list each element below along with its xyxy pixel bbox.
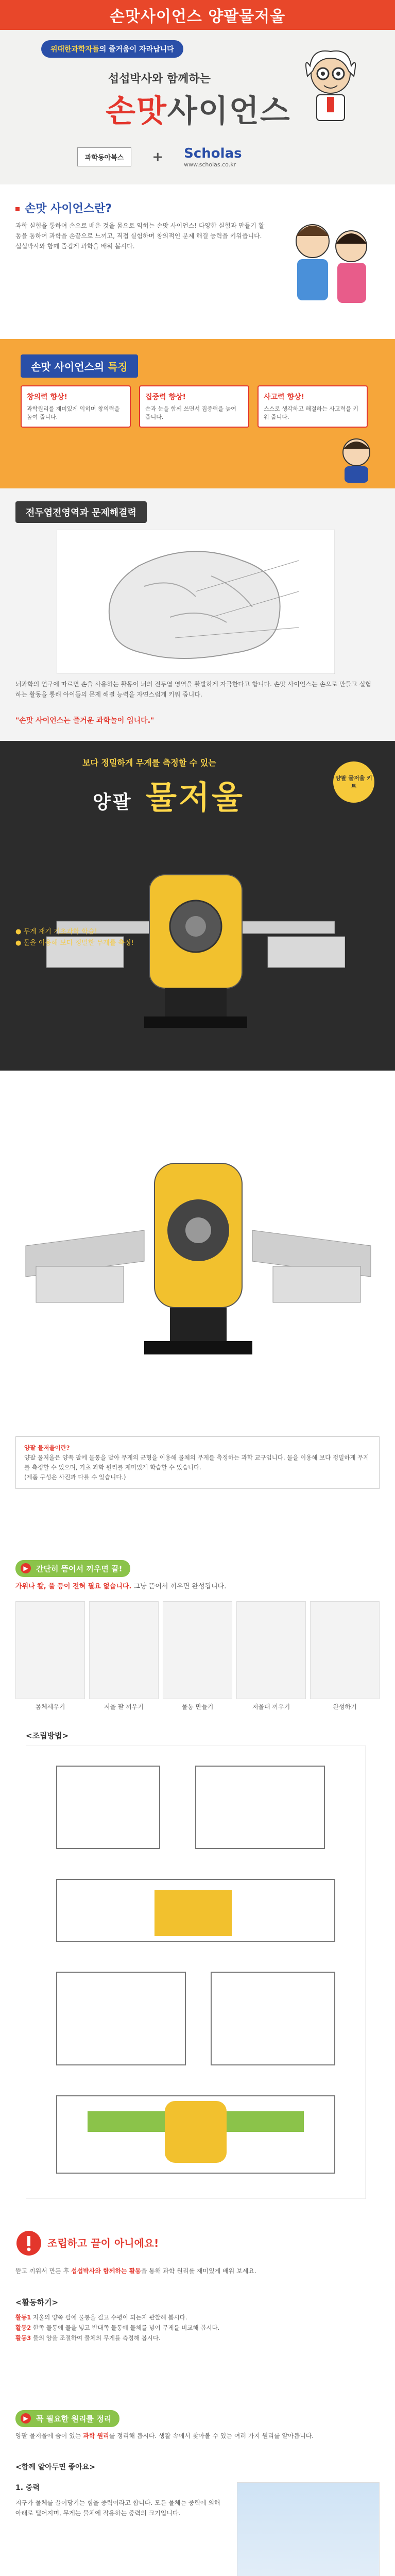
info-note: (제품 구성은 사진과 다를 수 있습니다.) <box>24 1473 126 1481</box>
scholas-name: Scholas <box>184 146 242 161</box>
product-photo-icon <box>15 1091 380 1400</box>
scholas-url: www.scholas.co.kr <box>184 161 236 168</box>
activity-item <box>15 2333 380 2343</box>
info-heading: 양팔 물저울이란? <box>24 1444 70 1451</box>
assembly-lead-suffix: 그냥 뜯어서 끼우면 완성됩니다. <box>133 1583 227 1590</box>
scholas-logo <box>184 146 242 168</box>
whatis-section <box>0 184 395 339</box>
principle-heading <box>15 2410 119 2427</box>
feature-card <box>139 385 249 428</box>
part-image <box>163 1601 232 1699</box>
activities-list <box>15 2312 380 2343</box>
part-image <box>15 1601 85 1699</box>
plus-icon: + <box>152 149 164 165</box>
principle-intro <box>15 2431 380 2441</box>
feature-title: 사고력 향상! <box>264 393 304 401</box>
title-banner <box>0 0 395 30</box>
assembly-section <box>0 1555 395 2209</box>
assembly-part <box>310 1601 380 1711</box>
feature-desc: 스스로 생각하고 해결하는 사고력을 키워 줍니다. <box>264 405 359 420</box>
scientist-mascot-icon <box>297 45 364 123</box>
activity-num: 활동1 <box>15 2314 31 2321</box>
activity-heading: 조립하고 끝이 아니에요! <box>47 2237 159 2249</box>
product-note-text: 무게 재기 기초과학 학습! <box>23 928 97 936</box>
hero-tag-prefix: 위대한 <box>50 45 72 54</box>
activity-num: 활동3 <box>15 2334 31 2342</box>
activity-num: 활동2 <box>15 2324 31 2331</box>
brain-diagram-icon <box>57 530 335 674</box>
feature-card <box>257 385 368 428</box>
features-heading <box>21 354 138 378</box>
assembly-diagram-icon <box>26 1745 366 2199</box>
brain-section <box>0 488 395 741</box>
features-heading-prefix: 손맛 사이언스의 <box>31 361 105 373</box>
feature-card <box>21 385 131 428</box>
assembly-part <box>163 1601 232 1711</box>
activity-text: 물의 양을 조절하여 물체의 무게를 측정해 봅시다. <box>32 2334 161 2342</box>
brain-highlight: "손맛 사이언스는 즐거운 과학놀이 입니다." <box>15 717 154 725</box>
hero-tag-suffix: 의 즐거움이 자라납니다 <box>99 45 174 54</box>
boy-illustration-icon <box>333 434 380 483</box>
assembly-lead-prefix: 가위나 칼, 풀 등이 전혀 필요 없습니다. <box>15 1583 132 1590</box>
hero-section <box>0 30 395 184</box>
principle-item-text: 지구가 물체를 끌어당기는 힘을 중력이라고 합니다. 모든 물체는 중력에 의해 아래로 떨어지며, 무게는 물체에 작용하는 중력의 크기입니다. <box>15 2499 220 2517</box>
hero-brand-rest: 사이언스 <box>167 93 291 129</box>
brain-body: 뇌과학의 연구에 따르면 손을 사용하는 활동이 뇌의 전두엽 영역을 활발하게 자극한다고 합니다. 손맛 사이언스는 손으로 만들고 실험하는 활동을 통해 아이들의 문제 해결 능력을 자연스럽게 키워 줍니다. <box>15 681 371 698</box>
product-name <box>93 772 245 818</box>
assembly-lead <box>15 1581 226 1590</box>
activity-text: 한쪽 물통에 물을 넣고 반대쪽 물통에 물체를 넣어 무게를 비교해 봅시다. <box>32 2324 220 2331</box>
partner-logos <box>77 146 242 168</box>
product-badge: 양팔 물저울 키트 <box>333 761 374 803</box>
part-label: 완성하기 <box>333 1703 357 1710</box>
product-hero-section <box>0 741 395 1071</box>
brain-heading: 전두엽전영역과 문제해결력 <box>15 501 147 523</box>
play-icon: ▶ <box>21 1563 31 1573</box>
principle-heading-text: 꼭 필요한 원리를 정리 <box>36 2414 112 2424</box>
info-body: 양팔 물저울은 양쪽 팔에 물통을 달아 무게의 균형을 이용해 물체의 무게를 측정하는 과학 교구입니다. 물을 이용해 보다 정밀하게 무게를 측정할 수 있으며, 기초 과학 원리를 재미있게 학습할 수 있습니다. <box>24 1454 369 1471</box>
principle-intro-suffix: 를 정리해 봅시다. 생활 속에서 찾아볼 수 있는 여러 가지 원리를 알아봅니다. <box>109 2432 314 2439</box>
assembly-heading <box>15 1560 130 1577</box>
activity-item <box>15 2323 380 2333</box>
product-note-text: 물을 이용해 보다 정밀한 무게를 측정! <box>23 939 134 947</box>
activity-item <box>15 2312 380 2323</box>
parachute-photo <box>237 2482 380 2576</box>
principle-subheading: <함께 알아두면 좋아요> <box>15 2463 95 2471</box>
feature-desc: 과학원리를 재미있게 익히며 창의력을 높여 줍니다. <box>27 405 120 420</box>
principle-intro-highlight: 과학 원리 <box>83 2432 109 2439</box>
part-label: 저울 팔 끼우기 <box>104 1703 144 1710</box>
principle-item-title: 1. 중력 <box>15 2484 40 2492</box>
hero-brand <box>106 87 291 131</box>
features-section <box>0 339 395 488</box>
activity-body-suffix: 을 통해 과학 원리를 재미있게 배워 보세요. <box>141 2267 256 2275</box>
product-name-small: 양팔 <box>93 792 133 813</box>
play-icon: ▶ <box>21 2413 31 2424</box>
exclamation-icon <box>15 2230 42 2257</box>
activity-body-highlight: 섭섭박사와 함께하는 활동 <box>71 2267 141 2275</box>
product-name-big: 물저울 <box>146 778 245 816</box>
activity-body-prefix: 뜯고 끼워서 만든 후 <box>15 2267 70 2275</box>
features-list <box>21 385 368 428</box>
activity-body <box>15 2266 380 2276</box>
activity-section <box>0 2209 395 2405</box>
page-title: 손맛사이언스 양팔물저울 <box>109 8 286 26</box>
whatis-body: 과학 실험을 통하여 손으로 배운 것을 몸으로 익히는 손맛 사이언스! 다양한 실험과 만들기 활동을 통하여 과학을 손끝으로 느끼고, 직접 실험하며 창의적인 문제 해결 능력을 키워줍니다. 섭섭박사와 함께 즐겁게 과학을 배워 봅시다. <box>15 222 265 250</box>
assembly-parts <box>15 1601 380 1711</box>
part-image <box>310 1601 380 1699</box>
product-photo-section <box>0 1071 395 1421</box>
kids-illustration-icon <box>282 205 380 313</box>
product-notes <box>15 926 134 949</box>
product-tagline: 보다 정밀하게 무게를 측정할 수 있는 <box>82 758 216 768</box>
assembly-part <box>89 1601 159 1711</box>
part-image <box>236 1601 306 1699</box>
part-label: 몸체세우기 <box>35 1703 65 1710</box>
hero-subtitle: 섭섭박사와 함께하는 <box>108 73 211 86</box>
hero-brand-main: 손맛 <box>106 93 167 129</box>
activities-title: <활동하기> <box>15 2298 59 2307</box>
whatis-heading: 손맛 사이언스란? <box>15 200 112 216</box>
feature-title: 창의력 향상! <box>27 393 67 401</box>
product-note: ● 무게 재기 기초과학 학습! <box>15 928 97 936</box>
assembly-heading-text: 간단히 뜯어서 끼우면 끝! <box>36 1564 123 1573</box>
features-heading-highlight: 특징 <box>108 361 128 373</box>
part-label: 물통 만들기 <box>181 1703 214 1710</box>
info-box <box>15 1436 380 1489</box>
feature-title: 집중력 향상! <box>145 393 186 401</box>
part-image <box>89 1601 159 1699</box>
diagram-title: <조립방법> <box>26 1731 69 1740</box>
info-section <box>0 1421 395 1555</box>
product-note: ● 물을 이용해 보다 정밀한 무게를 측정! <box>15 939 134 947</box>
hero-tag <box>41 40 183 58</box>
assembly-part <box>15 1601 85 1711</box>
logo-left: 과학동아북스 <box>77 147 131 166</box>
assembly-part <box>236 1601 306 1711</box>
activity-text: 저울의 양쪽 팔에 물통을 걸고 수평이 되는지 관찰해 봅시다. <box>32 2314 187 2321</box>
principle-intro-prefix: 양팔 물저울에 숨어 있는 <box>15 2432 81 2439</box>
feature-desc: 손과 눈을 함께 쓰면서 집중력을 높여 줍니다. <box>145 405 236 420</box>
part-label: 저울대 끼우기 <box>252 1703 290 1710</box>
hero-tag-highlight: 과학자들 <box>71 45 99 54</box>
principle-section <box>0 2405 395 2576</box>
